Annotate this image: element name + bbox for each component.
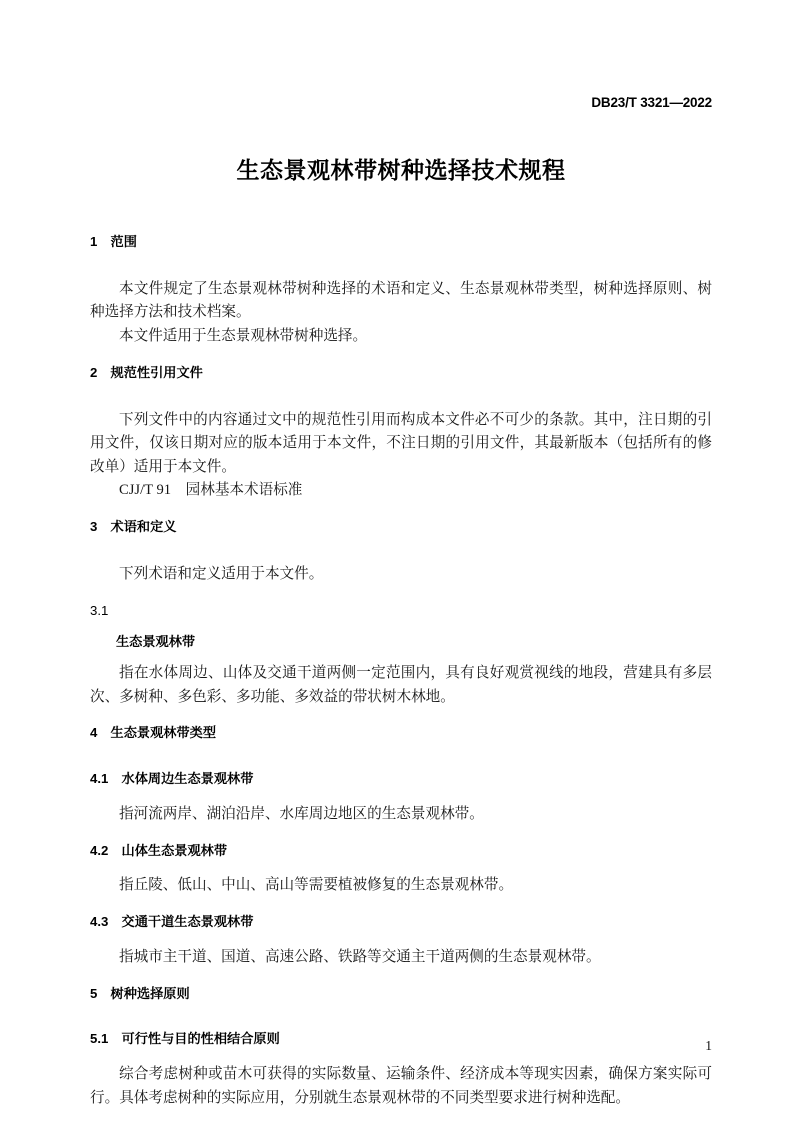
document-body [90, 232, 712, 1110]
section-heading-3: 3 术语和定义 [90, 519, 177, 535]
section-4-2-paragraph: 指丘陵、低山、中山、高山等需要植被修复的生态景观林带。 [119, 877, 514, 894]
section-heading-4: 4 生态景观林带类型 [90, 725, 217, 741]
section-heading-4-2: 4.2 山体生态景观林带 [90, 842, 228, 858]
page-title: 生态景观林带树种选择技术规程 [236, 157, 566, 183]
section-heading-5-1: 5.1 可行性与目的性相结合原则 [90, 1031, 280, 1047]
term-definition-3-1: 指在水体周边、山体及交通干道两侧一定范围内，具有良好观赏视线的地段，营建具有多层次、多树种、多色彩、多功能、多效益的带状树木林地。 [90, 665, 712, 705]
section-5-1-paragraph: 综合考虑树种或苗木可获得的实际数量、运输条件、经济成本等现实因素，确保方案实际可行。具体考虑树种的实际应用，分别就生态景观林带的不同类型要求进行树种选配。 [90, 1066, 712, 1106]
section-2-paragraph-1: 下列文件中的内容通过文中的规范性引用而构成本文件必不可少的条款。其中，注日期的引用文件，仅该日期对应的版本适用于本文件，不注日期的引用文件，其最新版本（包括所有的修改单）适用于本文件。 [90, 411, 712, 475]
section-heading-2: 2 规范性引用文件 [90, 364, 203, 380]
page-number: 1 [705, 1038, 712, 1053]
standard-number-header: DB23/T 3321—2022 [591, 95, 712, 110]
section-heading-4-1: 4.1 水体周边生态景观林带 [90, 771, 254, 787]
section-4-1-paragraph: 指河流两岸、湖泊沿岸、水库周边地区的生态景观林带。 [119, 805, 484, 822]
section-heading-4-3: 4.3 交通干道生态景观林带 [90, 914, 254, 930]
section-3-paragraph-1: 下列术语和定义适用于本文件。 [119, 565, 324, 582]
normative-reference-cjjt91: CJJ/T 91 园林基本术语标准 [119, 482, 303, 499]
term-label-3-1: 生态景观林带 [116, 634, 196, 650]
clause-number-3-1: 3.1 [90, 602, 109, 618]
section-heading-5: 5 树种选择原则 [90, 985, 190, 1001]
section-heading-1: 1 范围 [90, 234, 137, 249]
section-1-paragraph-2: 本文件适用于生态景观林带树种选择。 [119, 328, 368, 345]
section-4-3-paragraph: 指城市主干道、国道、高速公路、铁路等交通主干道两侧的生态景观林带。 [119, 948, 601, 965]
section-1-paragraph-1: 本文件规定了生态景观林带树种选择的术语和定义、生态景观林带类型，树种选择原则、树种选择方法和技术档案。 [90, 280, 712, 321]
